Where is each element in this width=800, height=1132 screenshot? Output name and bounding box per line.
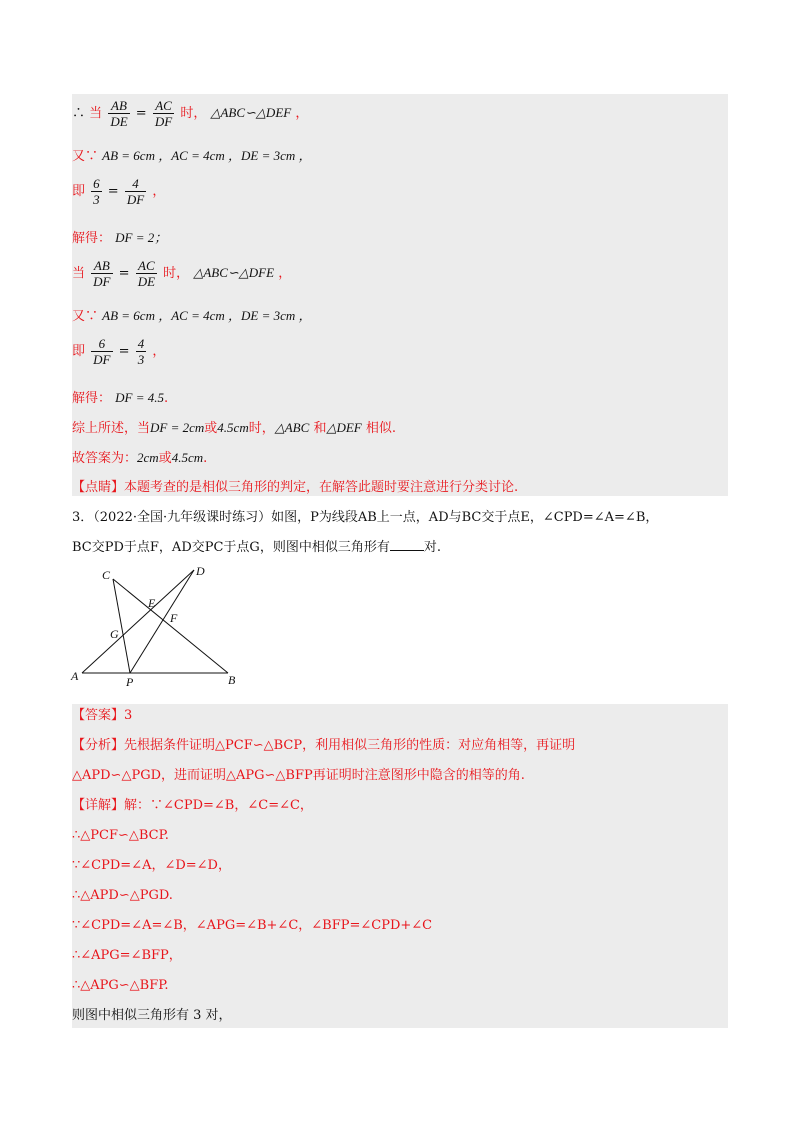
case1-condition: ∴ 当 $\frac{AB}{DE}$ = $\frac{AC}{DF}$ 时， △ABC∽△DEF ， <box>72 98 309 129</box>
fraction-4-3: $\frac{4}{3}$ <box>137 336 145 367</box>
analysis-line-2: △APD∽△PGD，进而证明△APG∽△BFP再证明时注意图形中隐含的相等的角. <box>72 768 525 783</box>
fraction-ac-df: $\frac{AC}{DF}$ <box>154 98 173 129</box>
comment-line: 【点睛】本题考查的是相似三角形的判定，在解答此题时要注意进行分类讨论. <box>72 480 519 495</box>
detail-line-8: 则图中相似三角形有 3 对， <box>72 1008 232 1023</box>
fraction-4-df: $\frac{4}{DF}$ <box>126 176 145 207</box>
detail-line-3: ∵∠CPD=∠A，∠D=∠D， <box>72 858 231 873</box>
label-b: B <box>228 673 236 687</box>
detail-line-1: 【详解】解：∵∠CPD=∠B，∠C=∠C， <box>72 798 313 813</box>
label-g: G <box>110 627 119 641</box>
label-f: F <box>170 611 178 625</box>
analysis-line-1: 【分析】先根据条件证明△PCF∽△BCP，利用相似三角形的性质：对应角相等，再证明 <box>72 738 576 753</box>
label-d: D <box>196 564 205 578</box>
label-p: P <box>126 675 134 688</box>
label-a: A <box>71 669 79 683</box>
case1-given: 又∵ AB = 6cm ，AC = 4cm ，DE = 3cm ， <box>72 148 312 164</box>
detail-line-6: ∴∠APG=∠BFP， <box>72 948 182 963</box>
label-c: C <box>102 568 111 582</box>
segment-cp <box>113 579 130 673</box>
detail-line-4: ∴△APD∽△PGD. <box>72 888 173 903</box>
summary-line: 综上所述，当DF = 2cm或4.5cm时，△ABC 和△DEF 相似. <box>72 420 397 436</box>
case2-substitution: 即 $\frac{6}{DF}$ = $\frac{4}{3}$ ， <box>72 336 166 367</box>
case2-condition: 当 $\frac{AB}{DF}$ = $\frac{AC}{DE}$ 时， △ABC∽△DFE ， <box>72 258 292 289</box>
segment-pd <box>130 570 194 673</box>
case1-substitution: 即 $\frac{6}{3}$ = $\frac{4}{DF}$ ， <box>72 176 166 207</box>
case1-result: 解得： DF = 2； <box>72 230 168 246</box>
final-answer-line: 故答案为：2cm或4.5cm. <box>72 450 208 466</box>
solution-block-upper <box>72 94 728 496</box>
case2-result: 解得： DF = 4.5. <box>72 390 169 406</box>
fraction-6-df: $\frac{6}{DF}$ <box>93 336 111 367</box>
label-e: E <box>148 596 156 610</box>
fraction-ab-de: $\frac{AB}{DE}$ <box>110 98 128 129</box>
answer-block <box>72 704 728 1028</box>
fraction-6-3: $\frac{6}{3}$ <box>93 176 100 207</box>
segment-cb <box>113 579 228 673</box>
geometry-figure <box>68 562 248 688</box>
case2-given: 又∵ AB = 6cm ，AC = 4cm ，DE = 3cm ， <box>72 308 312 324</box>
answer-line: 【答案】3 <box>72 708 133 723</box>
question-3-line-2: BC交PD于点F，AD交PC于点G，则图中相似三角形有 对. <box>72 540 441 555</box>
fraction-ac-de: $\frac{AC}{DE}$ <box>137 258 156 289</box>
detail-line-7: ∴△APG∽△BFP. <box>72 978 169 993</box>
answer-blank <box>390 538 424 551</box>
question-3-line-1: 3．（2022·全国·九年级课时练习）如图，P为线段AB上一点，AD与BC交于点E，∠CPD=∠A=∠B， <box>72 510 659 525</box>
fraction-ab-df: $\frac{AB}{DF}$ <box>93 258 111 289</box>
detail-line-5: ∵∠CPD=∠A=∠B，∠APG=∠B+∠C，∠BFP=∠CPD+∠C <box>72 918 433 933</box>
detail-line-2: ∴△PCF∽△BCP. <box>72 828 169 843</box>
